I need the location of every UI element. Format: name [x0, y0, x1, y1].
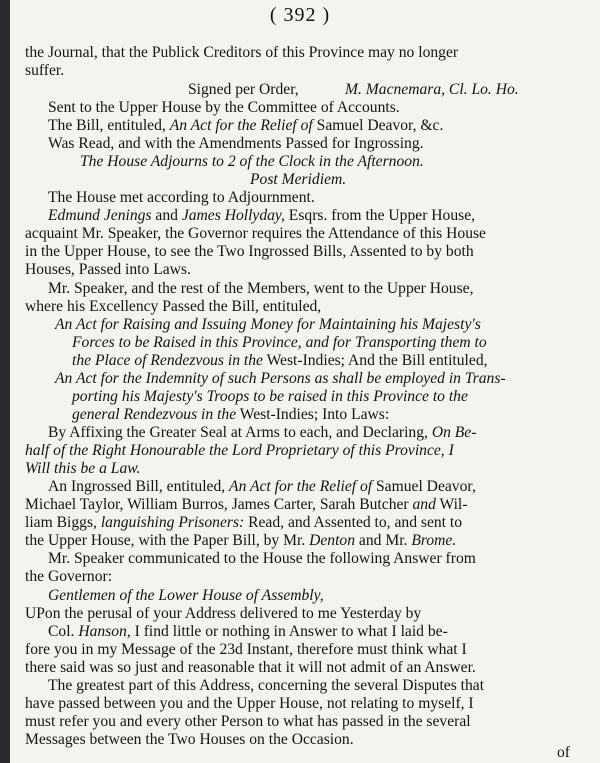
text-line: there said was so just and reasonable that it will not admit of an Answer. — [25, 659, 476, 676]
text-line: Sent to the Upper House by the Committee of Accounts. — [48, 99, 400, 116]
text-line: fore you in my Message of the 23d Instant, therefore must think what I — [25, 641, 467, 658]
text-line: Was Read, and with the Amendments Passed for Ingrossing. — [48, 135, 424, 152]
text-line: M. Macnemara, Cl. Lo. Ho. — [345, 81, 519, 98]
text-line: An Act for Raising and Issuing Money for Maintaining his Majesty's — [55, 316, 481, 333]
text-line: Will this be a Law. — [25, 460, 141, 477]
text-line: the Governor: — [25, 568, 113, 585]
text-line: Gentlemen of the Lower House of Assembly, — [48, 587, 324, 604]
text-line: general Rendezvous in the West-Indies; Into Laws: — [72, 406, 390, 423]
page-binding-edge — [0, 0, 10, 763]
text-line: Mr. Speaker, and the rest of the Members, went to the Upper House, — [48, 280, 474, 297]
text-line: Signed per Order, — [188, 81, 299, 98]
text-line: Post Meridiem. — [250, 171, 347, 188]
text-line: An Ingrossed Bill, entituled, An Act for the Relief of Samuel Deavor, — [48, 478, 476, 495]
text-line: The House Adjourns to 2 of the Clock in the Afternoon. — [80, 153, 424, 170]
text-line: Col. Hanson, I find little or nothing in Answer to what I laid be- — [48, 623, 448, 640]
text-line: By Affixing the Greater Seal at Arms to each, and Declaring, On Be- — [48, 424, 477, 441]
text-line: UPon the perusal of your Address delivered to me Yesterday by — [25, 605, 422, 622]
text-line: the Upper House, with the Paper Bill, by Mr. Denton and Mr. Brome. — [25, 532, 457, 549]
text-line: half of the Right Honourable the Lord Proprietary of this Province, I — [25, 442, 454, 459]
text-line: Mr. Speaker communicated to the House the following Answer from — [48, 550, 476, 567]
text-line: must refer you and every other Person to what has passed in the several — [25, 713, 471, 730]
text-line: where his Excellency Passed the Bill, entituled, — [25, 298, 322, 315]
text-line: liam Biggs, languishing Prisoners: Read, and Assented to, and sent to — [25, 514, 463, 531]
text-line: The greatest part of this Address, concerning the several Disputes that — [48, 677, 485, 694]
text-line: The House met according to Adjournment. — [48, 189, 315, 206]
text-line: Forces to be Raised in this Province, and for Transporting them to — [72, 334, 487, 351]
text-line: the Journal, that the Publick Creditors of this Province may no longer — [25, 44, 459, 61]
text-line: The Bill, entituled, An Act for the Relief of Samuel Deavor, &c. — [48, 117, 444, 134]
text-line: Edmund Jenings and James Hollyday, Esqrs. from the Upper House, — [48, 207, 476, 224]
text-line: have passed between you and the Upper House, not relating to myself, I — [25, 695, 474, 712]
text-line: suffer. — [25, 62, 65, 79]
text-line: the Place of Rendezvous in the West-Indies; And the Bill entituled, — [72, 352, 488, 369]
text-line: An Act for the Indemnity of such Persons as shall be employed in Trans- — [55, 370, 506, 387]
text-line: Messages between the Two Houses on the Occasion. — [25, 731, 354, 748]
page-number: ( 392 ) — [269, 4, 331, 26]
text-line: Houses, Passed into Laws. — [25, 261, 191, 278]
text-line: in the Upper House, to see the Two Ingrossed Bills, Assented to by both — [25, 243, 474, 260]
catchword: of — [557, 744, 570, 761]
text-line: porting his Majesty's Troops to be raised in this Province to the — [72, 388, 468, 405]
text-line: acquaint Mr. Speaker, the Governor requires the Attendance of this House — [25, 225, 486, 242]
text-line: Michael Taylor, William Burros, James Carter, Sarah Butcher and Wil- — [25, 496, 468, 513]
